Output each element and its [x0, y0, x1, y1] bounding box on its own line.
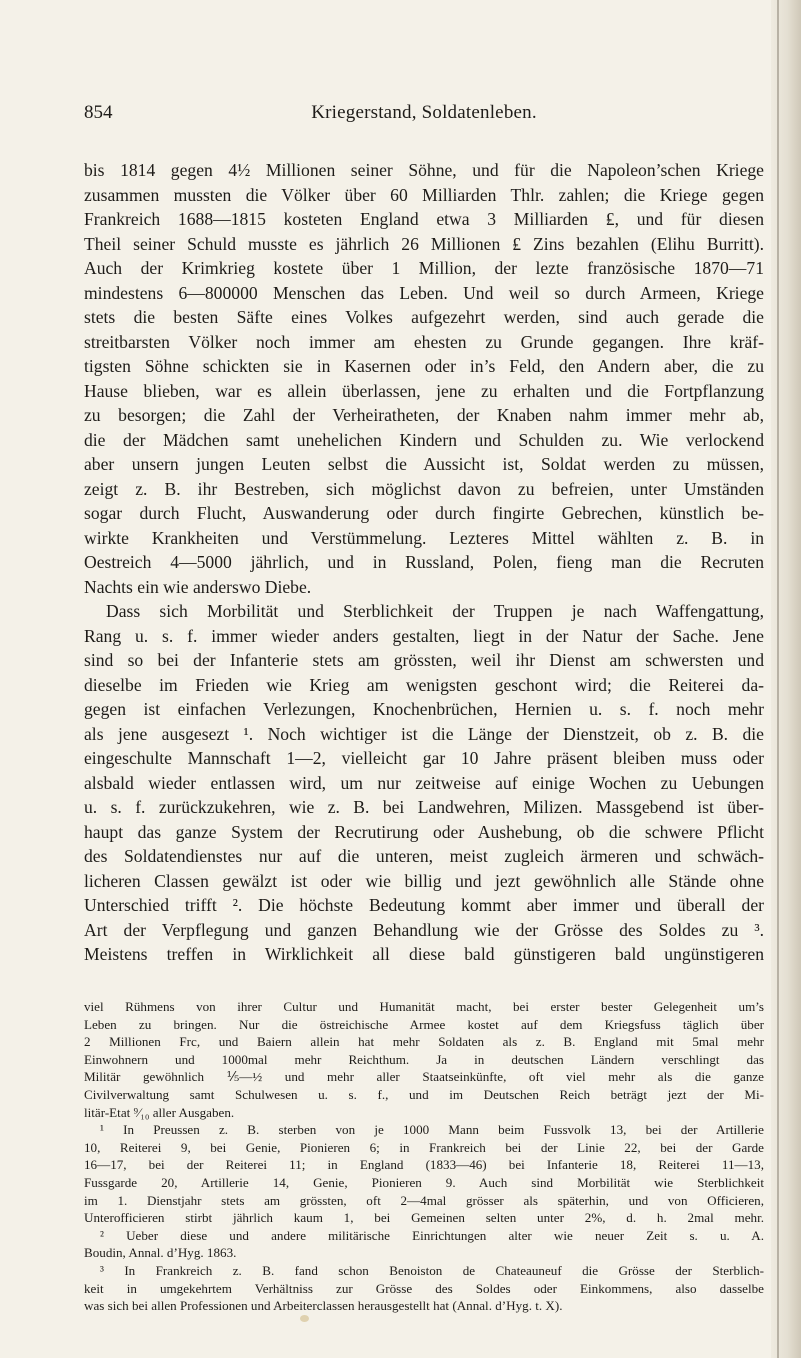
body-text-line: licheren Classen gewälzt ist oder wie billig und jezt gewöhnlich alle Stände ohne	[84, 870, 764, 891]
body-text-line: Hause blieben, war es allein überlassen, jene zu erhalten und die Fortpflanzung	[84, 380, 764, 401]
body-text-line: sind so bei der Infanterie stets am grössten, weil ihr Dienst am schwersten und	[84, 650, 764, 670]
body-text-line: sogar durch Flucht, Auswanderung oder durch fingirte Gebrechen, künstlich be-	[84, 503, 764, 523]
body-text-line: aber unsern jungen Leuten selbst die Aussicht ist, Soldat werden zu müssen,	[84, 454, 764, 474]
footnote-line: 2 Millionen Frc, und Baiern allein hat mehr Soldaten als z. B. England mit 5mal mehr	[84, 1034, 764, 1050]
footnotes	[84, 998, 764, 1315]
body-text-line: Dass sich Morbilität und Sterblichkeit der Truppen je nach Waffengattung,	[106, 601, 764, 621]
body-text-line: wirkte Krankheiten und Verstümmelung. Lezteres Mittel wählten z. B. in	[84, 527, 764, 548]
body-text-line: zu besorgen; die Zahl der Verheiratheten, der Knaben nahm immer mehr ab,	[84, 405, 764, 425]
footnote-line: keit in umgekehrtem Verhältniss zur Grösse des Soldes oder Einkommens, also dasselbe	[84, 1280, 764, 1296]
main-text	[84, 158, 764, 967]
footnote-line: Fussgarde 20, Artillerie 14, Genie, Pionieren 9. Auch sind Morbilität wie Sterblichkeit	[84, 1174, 764, 1190]
body-text-line: alsbald wieder entlassen wird, um nur zeitweise auf einige Wochen zu Uebungen	[84, 772, 764, 793]
footnote-line: ³ In Frankreich z. B. fand schon Benoiston de Chateauneuf die Grösse der Sterblich-	[100, 1262, 764, 1278]
body-text-line: tigsten Söhne schickten sie in Kasernen oder in’s Feld, den Andern aber, die zu	[84, 356, 764, 376]
footnote-line: was sich bei allen Professionen und Arbeiterclassen herausgestellt hat (Annal. d’Hyg. t. X).	[84, 1298, 563, 1314]
body-text-line: Meistens treffen in Wirklichkeit all diese bald günstigeren bald ungünstigeren	[84, 944, 764, 964]
body-text-line: Art der Verpflegung und ganzen Behandlung wie der Grösse des Soldes zu ³.	[84, 919, 764, 940]
body-text-line: Auch der Krimkrieg kostete über 1 Million, der lezte französische 1870—71	[84, 258, 764, 278]
footnote-line: Einwohnern und 1000mal mehr Reichthum. Ja in deutschen Ländern verschlingt das	[84, 1051, 764, 1067]
body-text-line: Frankreich 1688—1815 kosteten England etwa 3 Milliarden ₤, und für diesen	[84, 209, 764, 229]
footnote-line: 10, Reiterei 9, bei Genie, Pionieren 6; in Frankreich bei der Linie 22, bei der Garde	[84, 1139, 764, 1155]
footnote-line: 16—17, bei der Reiterei 11; in England (1833—46) bei Infanterie 18, Reiterei 11—13,	[84, 1157, 764, 1173]
running-head: Kriegerstand, Soldatenleben.	[311, 102, 537, 123]
footnote-line: Boudin, Annal. d’Hyg. 1863.	[84, 1245, 237, 1261]
body-text-line: haupt das ganze System der Recrutirung oder Aushebung, ob die schwere Pflicht	[84, 821, 764, 842]
footnote-line: ¹ In Preussen z. B. sterben von je 1000 Mann beim Fussvolk 13, bei der Artillerie	[100, 1122, 764, 1138]
body-text-line: zeigt z. B. ihr Bestreben, sich möglichst davon zu befreien, unter Umständen	[84, 478, 764, 499]
body-text-line: Oestreich 4—5000 jährlich, und in Russland, Polen, fieng man die Recruten	[84, 552, 764, 572]
page-number: 854	[84, 102, 113, 123]
footnote-line: ² Ueber diese und andere militärische Einrichtungen alter wie neuer Zeit s. u. A.	[100, 1227, 764, 1243]
body-text-line: Rang u. s. f. immer wieder anders gestalten, liegt in der Natur der Sache. Jene	[84, 625, 764, 646]
page-edge	[771, 0, 801, 1358]
body-text-line: eingeschulte Mannschaft 1—2, vielleicht gar 10 Jahre präsent bleiben muss oder	[84, 748, 764, 768]
body-text-line: mindestens 6—800000 Menschen das Leben. Und weil so durch Armeen, Kriege	[84, 282, 764, 303]
footnote-line: Leben zu bringen. Nur die östreichische Armee kostet auf dem Kriegsfuss täglich über	[84, 1016, 764, 1032]
footnote-line: Civilverwaltung samt Schulwesen u. s. f., und im Deutschen Reich beträgt jezt der Mi-	[84, 1086, 764, 1102]
body-text-line: Theil seiner Schuld musste es jährlich 26 Millionen ₤ Zins bezahlen (Elihu Burritt).	[84, 233, 764, 254]
body-text-line: des Soldatendienstes nur auf die unteren, meist zugleich ärmeren und schwäch-	[84, 846, 764, 866]
footnote-line: Unterofficieren stirbt jährlich kaum 1, bei Gemeinen selten unter 2%, d. h. 2mal mehr.	[84, 1210, 764, 1226]
body-text-line: als jene ausgesezt ¹. Noch wichtiger ist die Länge der Dienstzeit, ob z. B. die	[84, 723, 764, 744]
page-header	[84, 102, 764, 132]
body-text-line: Nachts ein wie anderswo Diebe.	[84, 576, 312, 597]
gutter-line	[777, 0, 779, 1358]
body-text-line: streitbarsten Völker noch immer am ehesten zu Grunde gegangen. Ihre kräf-	[84, 331, 764, 352]
footnote-line: Militär gewöhnlich ⅕—½ und mehr aller Staatseinkünfte, oft viel mehr als die ganze	[84, 1069, 764, 1085]
footnote-line: viel Rühmens von ihrer Cultur und Humanität macht, bei erster bester Gelegenheit um’s	[84, 999, 764, 1014]
footnote-line: litär-Etat ⁹⁄₁₀ aller Ausgaben.	[84, 1104, 235, 1120]
body-text-line: stets die besten Säfte eines Volkes aufgezehrt werden, sind auch gerade die	[84, 307, 764, 327]
paper-stain	[300, 1315, 309, 1322]
body-text-line: zusammen mussten die Völker über 60 Milliarden Thlr. zahlen; die Kriege gegen	[84, 184, 764, 205]
body-text-line: u. s. f. zurückzukehren, wie z. B. bei Landwehren, Milizen. Massgebend ist über-	[84, 797, 764, 817]
body-text-line: gegen ist einfachen Verlezungen, Knochenbrüchen, Hernien u. s. f. noch mehr	[84, 699, 764, 719]
body-text-line: dieselbe im Frieden wie Krieg am wenigsten geschont wird; die Reiterei da-	[84, 674, 764, 695]
body-text-line: bis 1814 gegen 4½ Millionen seiner Söhne, und für die Napoleon’schen Kriege	[84, 160, 764, 180]
body-text-line: Unterschied trifft ². Die höchste Bedeutung kommt aber immer und überall der	[84, 895, 764, 915]
footnote-line: im 1. Dienstjahr stets am grössten, oft 2—4mal grösser als späterhin, und von Officieren,	[84, 1192, 764, 1208]
body-text-line: die der Mädchen samt unehelichen Kindern und Schulden zu. Wie verlockend	[84, 429, 764, 450]
